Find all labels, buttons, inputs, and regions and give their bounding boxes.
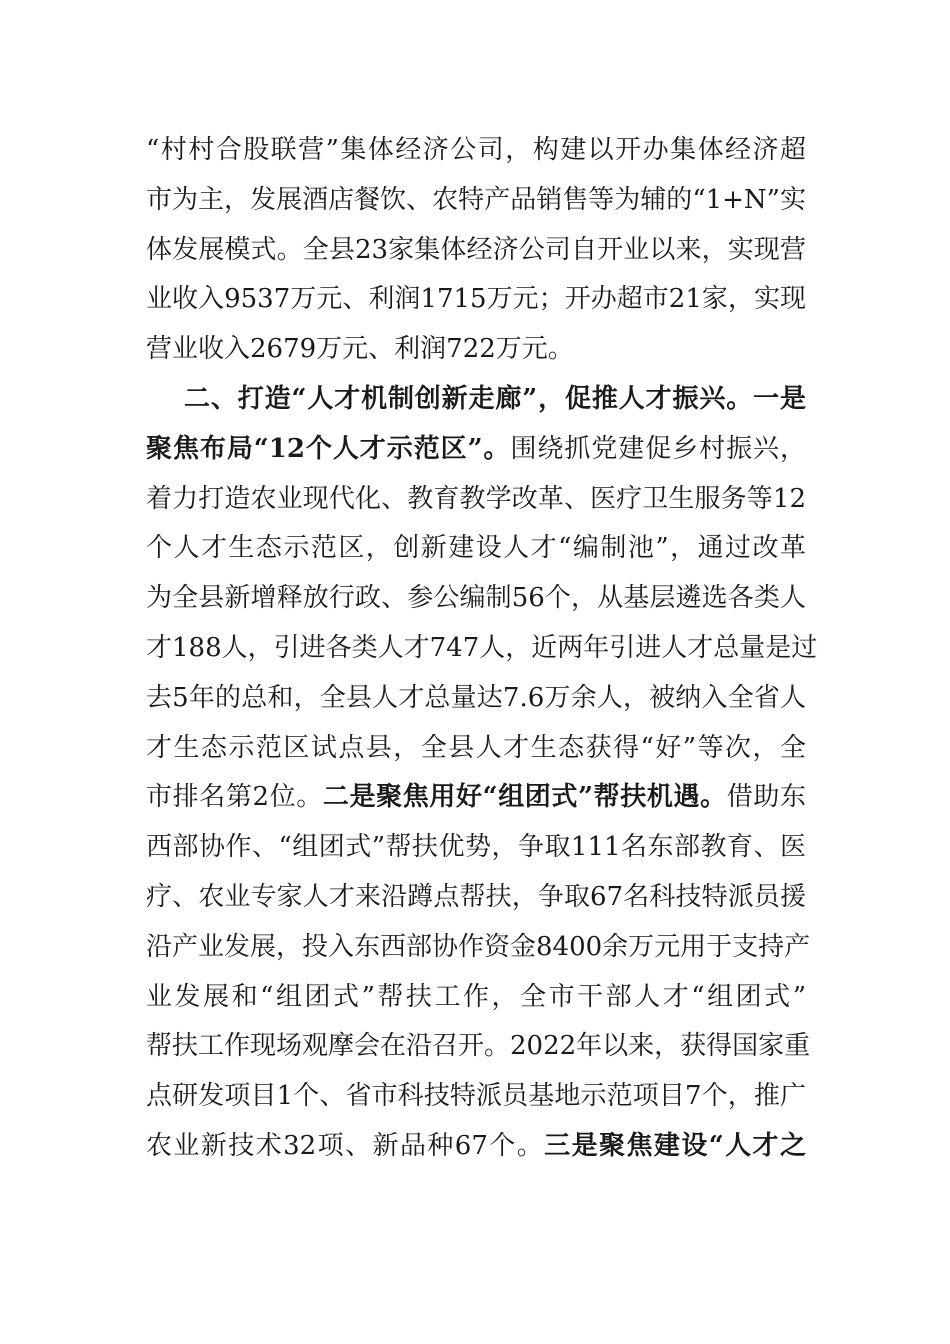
- text-line-19: [146, 1022, 811, 1072]
- text-run: 营业收入2679万元、利润722万元。: [146, 334, 574, 365]
- text-line-7: [146, 425, 806, 475]
- text-line-12: [146, 674, 806, 724]
- text-line-13: [146, 724, 806, 774]
- text-run: 围绕抓党建促乡村振兴，: [510, 433, 806, 464]
- text-run: “村村合股联营”集体经济公司，构建以开办集体经济超: [146, 135, 806, 165]
- text-run: 才188人，引进各类人才747人，近两年引进人才总量是过: [146, 632, 818, 663]
- text-line-20: [146, 1072, 806, 1122]
- text-line-2: [146, 176, 806, 226]
- text-run: 市为主，发展酒店餐饮、农特产品销售等为辅的“1+N”实: [146, 184, 806, 215]
- text-line-9: [146, 524, 806, 574]
- text-line-11: [146, 624, 818, 674]
- text-run: 沿产业发展，投入东西部协作资金8400余万元用于支持产: [146, 931, 811, 962]
- text-run: 业收入9537万元、利润1715万元；开办超市21家，实现: [146, 284, 806, 315]
- text-line-21: [146, 1122, 806, 1172]
- text-line-17: [146, 923, 811, 973]
- bold-subheading-1: 聚焦布局“12个人才示范区”。: [146, 433, 511, 464]
- text-run: 才生态示范区试点县，全县人才生态获得“好”等次，全: [146, 732, 806, 763]
- text-run: 西部协作、“组团式”帮扶优势，争取111名东部教育、医: [146, 832, 806, 863]
- text-run: 体发展模式。全县23家集体经济公司自开业以来，实现营: [146, 234, 806, 265]
- section-heading-line: [146, 375, 806, 425]
- text-run: 去5年的总和，全县人才总量达7.6万余人，被纳入全省人: [146, 682, 806, 713]
- text-line-18: [146, 973, 806, 1023]
- section-heading: 二、打造“人才机制创新走廊”，促推人才振兴。一是: [184, 383, 806, 414]
- text-line-14: [146, 773, 806, 823]
- text-line-8: [146, 475, 806, 525]
- text-run: 疗、农业专家人才来沿蹲点帮扶，争取67名科技特派员援: [146, 881, 806, 912]
- text-line-16: [146, 873, 806, 923]
- text-line-4: [146, 275, 806, 325]
- document-page: [146, 126, 818, 1172]
- text-line-1: [146, 126, 806, 176]
- text-run: 借助东: [726, 782, 806, 813]
- text-run: 点研发项目1个、省市科技特派员基地示范项目7个，推广: [146, 1081, 806, 1112]
- text-run: 农业新技术32项、新品种67个。: [146, 1130, 545, 1161]
- text-line-10: [146, 574, 806, 624]
- text-run: 着力打造农业现代化、教育教学改革、医疗卫生服务等12: [146, 483, 806, 514]
- text-run: 帮扶工作现场观摩会在沿召开。2022年以来，获得国家重: [146, 1031, 811, 1062]
- text-run: 个人才生态示范区，创新建设人才“编制池”，通过改革: [146, 533, 806, 564]
- text-line-3: [146, 226, 806, 276]
- text-run: 业发展和“组团式”帮扶工作，全市干部人才“组团式”: [146, 981, 806, 1012]
- bold-subheading-2: 二是聚焦用好“组团式”帮扶机遇。: [322, 782, 727, 813]
- bold-subheading-3: 三是聚焦建设“人才之: [544, 1130, 806, 1161]
- text-line-5: [146, 325, 806, 375]
- text-run: 为全县新增释放行政、参公编制56个，从基层遴选各类人: [146, 583, 806, 614]
- text-run: 市排名第2位。: [146, 782, 323, 813]
- text-line-15: [146, 823, 806, 873]
